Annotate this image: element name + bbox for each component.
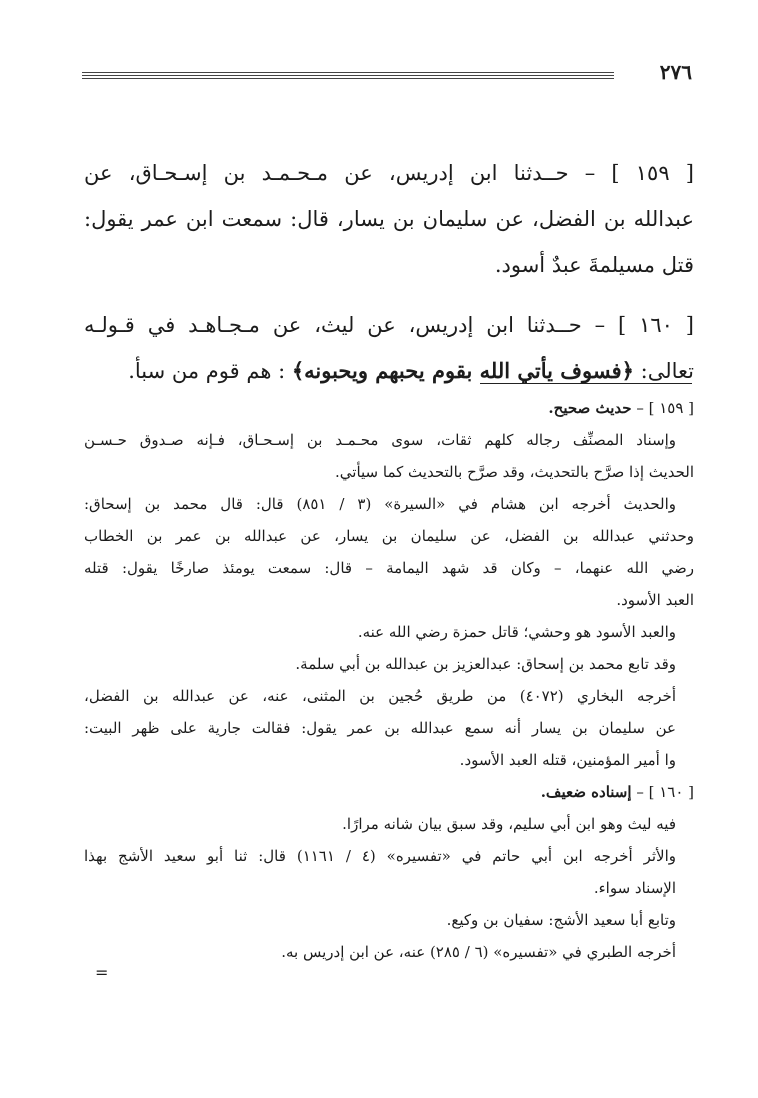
text-line: [ ١٦٠ ] – حــدثنا ابن إدريس، عن ليث، عن مـجـاهـد في قـولـه [84,313,694,337]
footnote-line: وا أمير المؤمنين، قتله العبد الأسود. [459,751,676,769]
footnote-number: [ ١٥٩ ] – [631,399,694,417]
footnote-line: الإسناد سواء. [593,879,676,897]
main-text [84,150,694,404]
footnote-line: والعبد الأسود هو وحشي؛ قاتل حمزة رضي الله عنه. [357,623,676,641]
footnote-heading-159 [84,392,694,424]
footnotes [84,392,694,968]
header-rule [82,72,614,81]
continuation-mark: = [95,963,109,982]
text-line [84,348,694,394]
footnote-line: أخرجه الطبري في «تفسيره» (٦ / ٢٨٥) عنه، عن ابن إدريس به. [281,943,676,961]
footnote-line: الحديث إذا صرَّح بالتحديث، وقد صرَّح بالتحديث كما سيأتي. [335,463,694,481]
footnote-line: العبد الأسود. [616,591,694,609]
footnote-ruling: حديث صحيح. [548,399,632,417]
footnote-number: [ ١٦٠ ] – [631,783,694,801]
text-line: قتل مسيلمةَ عبدٌ أسود. [494,253,694,277]
text-line: [ ١٥٩ ] – حــدثنا ابن إدريس، عن مـحـمـد بن إسـحـاق، عن [84,161,694,185]
footnote-heading-160 [84,776,694,808]
footnote-separator [480,383,692,384]
verse-intro: تعالى: [633,359,694,383]
footnote-ruling: إسناده ضعيف. [540,783,632,801]
footnote-line: وإسناد المصنِّف رجاله كلهم ثقات، سوى محـمـد بن إسـحـاق، فـإنه صـدوق حـسـن [84,431,676,449]
footnote-line: أخرجه البخاري (٤٠٧٢) من طريق حُجين بن المثنى، عنه، عن عبدالله بن الفضل، [84,687,677,705]
text-line: عبدالله بن الفضل، عن سليمان بن يسار، قال: سمعت ابن عمر يقول: [84,207,694,231]
footnote-line: والحديث أخرجه ابن هشام في «السيرة» (٣ / ٨٥١) قال: قال محمد بن إسحاق: [84,495,676,513]
quran-verse: ﴿فسوف يأتي الله بقوم يحبهم ويحبونه﴾ [291,358,634,383]
paragraph-160 [84,302,694,394]
paragraph-159 [84,150,694,288]
footnote-line: فيه ليث وهو ابن أبي سليم، وقد سبق بيان شانه مرارًا. [342,815,676,833]
footnote-line: وتابع أبا سعيد الأشج: سفيان بن وكيع. [446,911,676,929]
footnote-line: وحدثني عبدالله بن الفضل، عن سليمان بن يسار، عن عبدالله بن عمر بن الخطاب [84,527,694,545]
page-header [82,60,692,88]
footnote-line: وقد تابع محمد بن إسحاق: عبدالعزيز بن عبدالله بن أبي سلمة. [295,655,676,673]
footnote-line: والأثر أخرجه ابن أبي حاتم في «تفسيره» (٤ / ١١٦١) قال: ثنا أبو سعيد الأشج بهذا [84,847,676,865]
page-number: ٢٧٦ [659,60,692,84]
footnote-line: عن سليمان بن يسار أنه سمع عبدالله بن عمر يقول: فقالت جارية على ظهر البيت: [84,719,676,737]
footnote-line: رضي الله عنهما، – وكان قد شهد اليمامة – قال: سمعت يومئذ صارخًا يقول: قتله [84,559,694,577]
verse-explanation: : هم قوم من سبأ. [128,359,292,383]
